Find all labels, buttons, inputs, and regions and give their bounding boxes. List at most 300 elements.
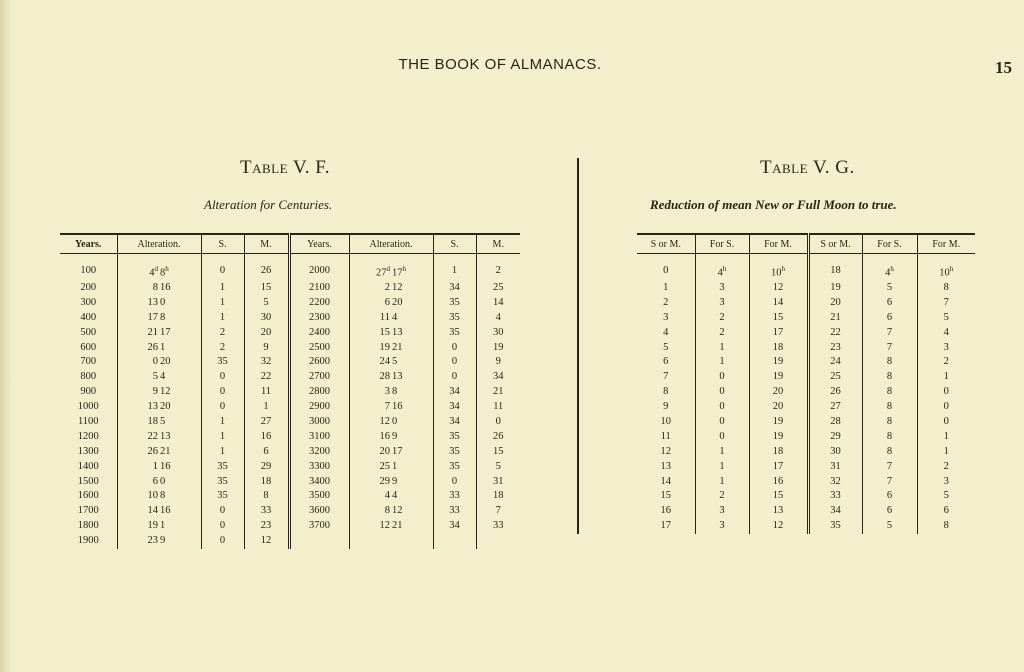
alteration-cell [117, 519, 201, 534]
table-f-row [60, 429, 520, 444]
table-g-header: S or M. [808, 234, 862, 254]
table-g-cell: 13 [637, 459, 695, 474]
minutes-cell: 7 [495, 505, 501, 517]
table-g-cell: 1 [695, 444, 749, 459]
alteration-cell [117, 444, 201, 459]
alteration-days: 8 [152, 281, 158, 293]
table-g-cell: 20 [749, 400, 808, 415]
seconds-cell: 0 [433, 355, 476, 370]
minutes-cell: 5 [495, 460, 501, 472]
minutes-cell: 31 [493, 475, 504, 487]
alteration-cell [117, 534, 201, 549]
alteration-cell [349, 474, 433, 489]
years-cell: 2300 [289, 310, 349, 325]
minutes-cell: 30 [493, 326, 504, 338]
alteration-hours: 17 [160, 326, 171, 338]
table-g-cell: 3 [695, 281, 749, 296]
table-g-row [637, 295, 975, 310]
minutes-cell: 22 [244, 370, 289, 385]
alteration-days: 26 [147, 445, 158, 457]
table-g-cell: 6 [862, 504, 917, 519]
alteration-hours: 16 [160, 505, 171, 517]
alteration-hours: 9 [160, 535, 166, 547]
alteration-hours: 12 [392, 505, 403, 517]
alteration-cell [349, 415, 433, 430]
alteration-cell [117, 489, 201, 504]
table-f-row [60, 281, 520, 296]
table-f-row [60, 459, 520, 474]
seconds-cell: 0 [201, 370, 244, 385]
years-cell: 1900 [60, 534, 117, 549]
alteration-cell [349, 310, 433, 325]
years-cell: 1400 [60, 459, 117, 474]
alteration-days: 23 [147, 535, 158, 547]
seconds-cell: 0 [201, 504, 244, 519]
alteration-days: 12 [379, 520, 390, 532]
alteration-hours: 9 [392, 430, 398, 442]
alteration-days: 1 [152, 460, 158, 472]
alteration-hours: 12 [392, 281, 403, 293]
alteration-cell [117, 340, 201, 355]
seconds-cell: 34 [433, 385, 476, 400]
seconds-cell: 0 [201, 262, 244, 281]
table-g-cell: 24 [808, 355, 862, 370]
alteration-cell [349, 325, 433, 340]
seconds-cell: 35 [201, 474, 244, 489]
alteration-days: 9 [152, 386, 158, 398]
table-g-cell: 6 [943, 505, 949, 517]
alteration-cell [117, 325, 201, 340]
seconds-cell: 34 [433, 519, 476, 534]
table-g-cell: 4$^h$ [862, 262, 917, 281]
table-f-row [60, 504, 520, 519]
years-cell: 500 [60, 325, 117, 340]
table-g-cell: 2 [695, 489, 749, 504]
table-f-header: S. [201, 234, 244, 254]
minutes-cell: 11 [493, 401, 504, 413]
minutes-cell: 19 [493, 341, 504, 353]
table-g-cell: 28 [808, 415, 862, 430]
seconds-cell: 1 [201, 444, 244, 459]
table-f-row [60, 340, 520, 355]
minutes-cell: 30 [244, 310, 289, 325]
alteration-cell [349, 444, 433, 459]
table-g-spacer [637, 254, 975, 263]
table-g-cell: 0 [695, 370, 749, 385]
alteration-hours: 17$^h$ [392, 265, 406, 279]
column-divider [577, 158, 579, 534]
table-g-cell: 1 [943, 445, 949, 457]
table-g-cell: 18 [808, 262, 862, 281]
table-g-cell: 2 [943, 356, 949, 368]
minutes-cell: 12 [244, 534, 289, 549]
alteration-days: 7 [384, 401, 390, 413]
table-g-cell: 5 [943, 311, 949, 323]
alteration-hours: 8 [392, 386, 398, 398]
table-g-subtitle: Reduction of mean New or Full Moon to true. [650, 197, 897, 212]
alteration-cell [349, 489, 433, 504]
alteration-days: 17 [147, 311, 158, 323]
table-g-cell: 6 [862, 310, 917, 325]
alteration-hours: 13 [392, 326, 403, 338]
table-g-cell: 6 [862, 489, 917, 504]
alteration-days: 24 [379, 356, 390, 368]
seconds-cell: 1 [201, 281, 244, 296]
alteration-cell [349, 400, 433, 415]
table-g-cell: 0 [695, 415, 749, 430]
years-cell: 3200 [289, 444, 349, 459]
table-f-header: Alteration. [349, 234, 433, 254]
table-g-cell: 19 [749, 415, 808, 430]
table-g-row [637, 262, 975, 281]
table-g-cell: 32 [808, 474, 862, 489]
alteration-hours: 16 [160, 460, 171, 472]
table-g-row [637, 355, 975, 370]
minutes-cell: 0 [495, 415, 501, 427]
page-number: 15 [995, 58, 1012, 77]
table-g-cell: 19 [749, 370, 808, 385]
alteration-cell [117, 429, 201, 444]
table-g-cell: 8 [637, 385, 695, 400]
alteration-hours: 1 [160, 341, 166, 353]
minutes-cell: 34 [493, 371, 504, 383]
alteration-days: 5 [152, 371, 158, 383]
alteration-days: 15 [379, 326, 390, 338]
seconds-cell: 1 [201, 415, 244, 430]
minutes-cell: 18 [244, 474, 289, 489]
table-g-cell: 12 [637, 444, 695, 459]
alteration-hours: 13 [392, 371, 403, 383]
table-f-row [60, 444, 520, 459]
table-g-cell: 10$^h$ [939, 265, 954, 279]
table-g-row [637, 459, 975, 474]
table-g-cell: 11 [637, 429, 695, 444]
minutes-cell: 8 [244, 489, 289, 504]
seconds-cell: 34 [433, 415, 476, 430]
table-g-cell: 31 [808, 459, 862, 474]
table-g-row [637, 489, 975, 504]
alteration-hours: 13 [160, 430, 171, 442]
table-g-cell: 14 [749, 295, 808, 310]
alteration-days: 3 [384, 386, 390, 398]
years-cell: 2400 [289, 325, 349, 340]
table-f-subtitle: Alteration for Centuries. [204, 197, 333, 212]
years-cell: 1500 [60, 474, 117, 489]
seconds-cell: 35 [433, 325, 476, 340]
years-cell: 2700 [289, 370, 349, 385]
minutes-cell: 2 [495, 265, 501, 277]
table-g-cell: 19 [749, 355, 808, 370]
alteration-days: 13 [147, 296, 158, 308]
minutes-cell: 25 [493, 281, 504, 293]
alteration-hours: 20 [160, 401, 171, 413]
minutes-cell: 15 [493, 445, 504, 457]
years-cell: 1200 [60, 429, 117, 444]
years-cell: 1700 [60, 504, 117, 519]
alteration-cell [349, 370, 433, 385]
table-g-header: For S. [695, 234, 749, 254]
minutes-cell: 27 [244, 415, 289, 430]
minutes-cell: 33 [493, 520, 504, 532]
table-f [60, 233, 520, 549]
table-g-title-prefix: Table [760, 157, 809, 178]
table-g-cell: 30 [808, 444, 862, 459]
years-cell: 2800 [289, 385, 349, 400]
table-g-cell: 2 [637, 295, 695, 310]
table-g-cell: 8 [862, 355, 917, 370]
table-g-cell: 8 [862, 444, 917, 459]
table-f-spacer [60, 254, 520, 263]
alteration-days: 18 [147, 415, 158, 427]
table-g-row [637, 400, 975, 415]
table-g-cell: 8 [862, 429, 917, 444]
table-g-header: For S. [862, 234, 917, 254]
table-g-cell: 16 [749, 474, 808, 489]
table-g-cell: 17 [749, 325, 808, 340]
table-g-cell: 3 [943, 341, 949, 353]
alteration-hours: 8 [160, 311, 166, 323]
table-g-cell: 20 [749, 385, 808, 400]
minutes-cell: 23 [244, 519, 289, 534]
table-g-row [637, 429, 975, 444]
table-f-header: Years. [289, 234, 349, 254]
alteration-hours: 16 [392, 401, 403, 413]
alteration-hours: 16 [160, 281, 171, 293]
table-g-cell: 7 [637, 370, 695, 385]
table-g-cell: 1 [695, 355, 749, 370]
table-g-cell: 12 [749, 519, 808, 534]
minutes-cell: 15 [244, 281, 289, 296]
table-g-cell: 33 [808, 489, 862, 504]
minutes-cell: 4 [495, 311, 501, 323]
seconds-cell: 35 [201, 355, 244, 370]
alteration-hours: 20 [160, 356, 171, 368]
alteration-cell [117, 415, 201, 430]
table-g-cell: 20 [808, 295, 862, 310]
table-g-cell: 29 [808, 429, 862, 444]
table-g-cell: 8 [862, 385, 917, 400]
alteration-days: 25 [379, 460, 390, 472]
years-cell: 2100 [289, 281, 349, 296]
table-g-cell: 12 [749, 281, 808, 296]
alteration-days: 19 [147, 520, 158, 532]
table-f-row [60, 474, 520, 489]
alteration-days: 8 [384, 505, 390, 517]
minutes-cell: 18 [493, 490, 504, 502]
alteration-hours: 9 [392, 475, 398, 487]
alteration-hours: 0 [392, 415, 398, 427]
seconds-cell: 35 [433, 459, 476, 474]
years-cell: 2900 [289, 400, 349, 415]
alteration-cell [117, 355, 201, 370]
table-f-row [60, 325, 520, 340]
table-g-title [760, 157, 855, 179]
alteration-cell [117, 400, 201, 415]
minutes-cell: 21 [493, 386, 504, 398]
table-g-cell: 19 [749, 429, 808, 444]
table-f-header: Alteration. [117, 234, 201, 254]
alteration-hours: 21 [160, 445, 171, 457]
table-g-cell: 1 [943, 430, 949, 442]
seconds-cell: 35 [201, 489, 244, 504]
alteration-cell [349, 295, 433, 310]
table-g-cell: 2 [943, 460, 949, 472]
table-g-row [637, 385, 975, 400]
alteration-hours: 4 [392, 311, 398, 323]
table-g-cell: 2 [695, 325, 749, 340]
table-g-header: For M. [749, 234, 808, 254]
table-g-cell: 7 [943, 296, 949, 308]
table-f-title-suffix: V. F. [292, 157, 331, 178]
seconds-cell: 33 [433, 504, 476, 519]
alteration-cell [349, 281, 433, 296]
table-f-row [60, 385, 520, 400]
table-g-cell: 4 [943, 326, 949, 338]
table-f-row [60, 310, 520, 325]
table-g-cell: 0 [695, 429, 749, 444]
alteration-hours: 17 [392, 445, 403, 457]
table-g-cell: 8 [862, 415, 917, 430]
table-g-cell: 35 [808, 519, 862, 534]
seconds-cell: 35 [433, 444, 476, 459]
alteration-hours: 5 [160, 415, 166, 427]
table-g-cell: 1 [943, 371, 949, 383]
table-g-cell: 10$^h$ [749, 262, 808, 281]
page-binding-edge [0, 0, 14, 672]
alteration-days: 6 [152, 475, 158, 487]
table-g-cell: 3 [695, 519, 749, 534]
minutes-cell: 32 [244, 355, 289, 370]
alteration-days: 27$^d$ [376, 265, 390, 279]
alteration-hours: 21 [392, 341, 403, 353]
table-g-cell: 34 [808, 504, 862, 519]
table-g-cell: 1 [695, 340, 749, 355]
alteration-days: 21 [147, 326, 158, 338]
alteration-hours: 5 [392, 356, 398, 368]
table-f-row [60, 400, 520, 415]
minutes-cell: 5 [244, 295, 289, 310]
table-g-cell: 16 [637, 504, 695, 519]
table-g-cell: 23 [808, 340, 862, 355]
table-g-row [637, 340, 975, 355]
table-f-header: Years. [60, 234, 117, 254]
table-g-cell: 17 [637, 519, 695, 534]
table-g-cell: 2 [695, 310, 749, 325]
table-g-cell: 18 [749, 444, 808, 459]
alteration-days: 29 [379, 475, 390, 487]
table-g-cell: 7 [862, 340, 917, 355]
minutes-cell: 1 [244, 400, 289, 415]
table-g-row [637, 444, 975, 459]
years-cell: 800 [60, 370, 117, 385]
table-g-cell: 15 [749, 310, 808, 325]
table-f-header: M. [244, 234, 289, 254]
table-f-row [60, 295, 520, 310]
alteration-hours: 1 [392, 460, 398, 472]
alteration-cell [349, 504, 433, 519]
minutes-cell: 26 [244, 262, 289, 281]
years-cell: 3300 [289, 459, 349, 474]
table-g-cell: 8 [862, 400, 917, 415]
minutes-cell: 9 [244, 340, 289, 355]
table-g-cell: 21 [808, 310, 862, 325]
alteration-days: 4 [384, 490, 390, 502]
alteration-hours: 12 [160, 386, 171, 398]
table-g-cell: 5 [943, 490, 949, 502]
table-f-header: S. [433, 234, 476, 254]
table-g-cell: 15 [637, 489, 695, 504]
table-g-row [637, 474, 975, 489]
minutes-cell: 29 [244, 459, 289, 474]
years-cell: 1800 [60, 519, 117, 534]
table-g-row [637, 504, 975, 519]
table-g-header: For M. [917, 234, 975, 254]
table-g-cell: 1 [695, 459, 749, 474]
years-cell: 600 [60, 340, 117, 355]
years-cell: 3700 [289, 519, 349, 534]
table-g-cell: 27 [808, 400, 862, 415]
alteration-cell [117, 474, 201, 489]
alteration-cell [349, 385, 433, 400]
table-f-title [240, 157, 330, 179]
table-g-row [637, 325, 975, 340]
table-f-row [60, 262, 520, 281]
alteration-hours: 8$^h$ [160, 265, 169, 279]
table-g-cell: 7 [862, 474, 917, 489]
seconds-cell: 0 [433, 474, 476, 489]
table-g-cell: 0 [943, 386, 949, 398]
alteration-cell [117, 504, 201, 519]
alteration-hours: 8 [160, 490, 166, 502]
years-cell: 900 [60, 385, 117, 400]
minutes-cell: 11 [244, 385, 289, 400]
seconds-cell: 0 [201, 519, 244, 534]
minutes-cell: 9 [495, 356, 501, 368]
years-cell: 1600 [60, 489, 117, 504]
table-g-row [637, 370, 975, 385]
alteration-days: 16 [379, 430, 390, 442]
years-cell: 3500 [289, 489, 349, 504]
table-g-cell: 5 [862, 519, 917, 534]
table-g-header: S or M. [637, 234, 695, 254]
seconds-cell: 35 [433, 295, 476, 310]
years-cell: 2600 [289, 355, 349, 370]
alteration-cell [349, 340, 433, 355]
alteration-cell [349, 262, 433, 281]
alteration-days: 11 [379, 311, 390, 323]
seconds-cell: 0 [201, 534, 244, 549]
seconds-cell: 1 [201, 295, 244, 310]
seconds-cell: 0 [433, 370, 476, 385]
alteration-hours: 21 [392, 520, 403, 532]
alteration-cell [117, 370, 201, 385]
alteration-cell [117, 295, 201, 310]
alteration-cell [117, 310, 201, 325]
years-cell: 200 [60, 281, 117, 296]
table-g-cell: 15 [749, 489, 808, 504]
years-cell: 1000 [60, 400, 117, 415]
table-g-row [637, 281, 975, 296]
alteration-cell [349, 429, 433, 444]
table-g-cell: 0 [943, 401, 949, 413]
table-g-row [637, 310, 975, 325]
table-g-cell: 7 [862, 325, 917, 340]
years-cell: 400 [60, 310, 117, 325]
alteration-days: 10 [147, 490, 158, 502]
alteration-hours: 1 [160, 520, 166, 532]
alteration-hours: 0 [160, 475, 166, 487]
table-g-cell: 1 [637, 281, 695, 296]
